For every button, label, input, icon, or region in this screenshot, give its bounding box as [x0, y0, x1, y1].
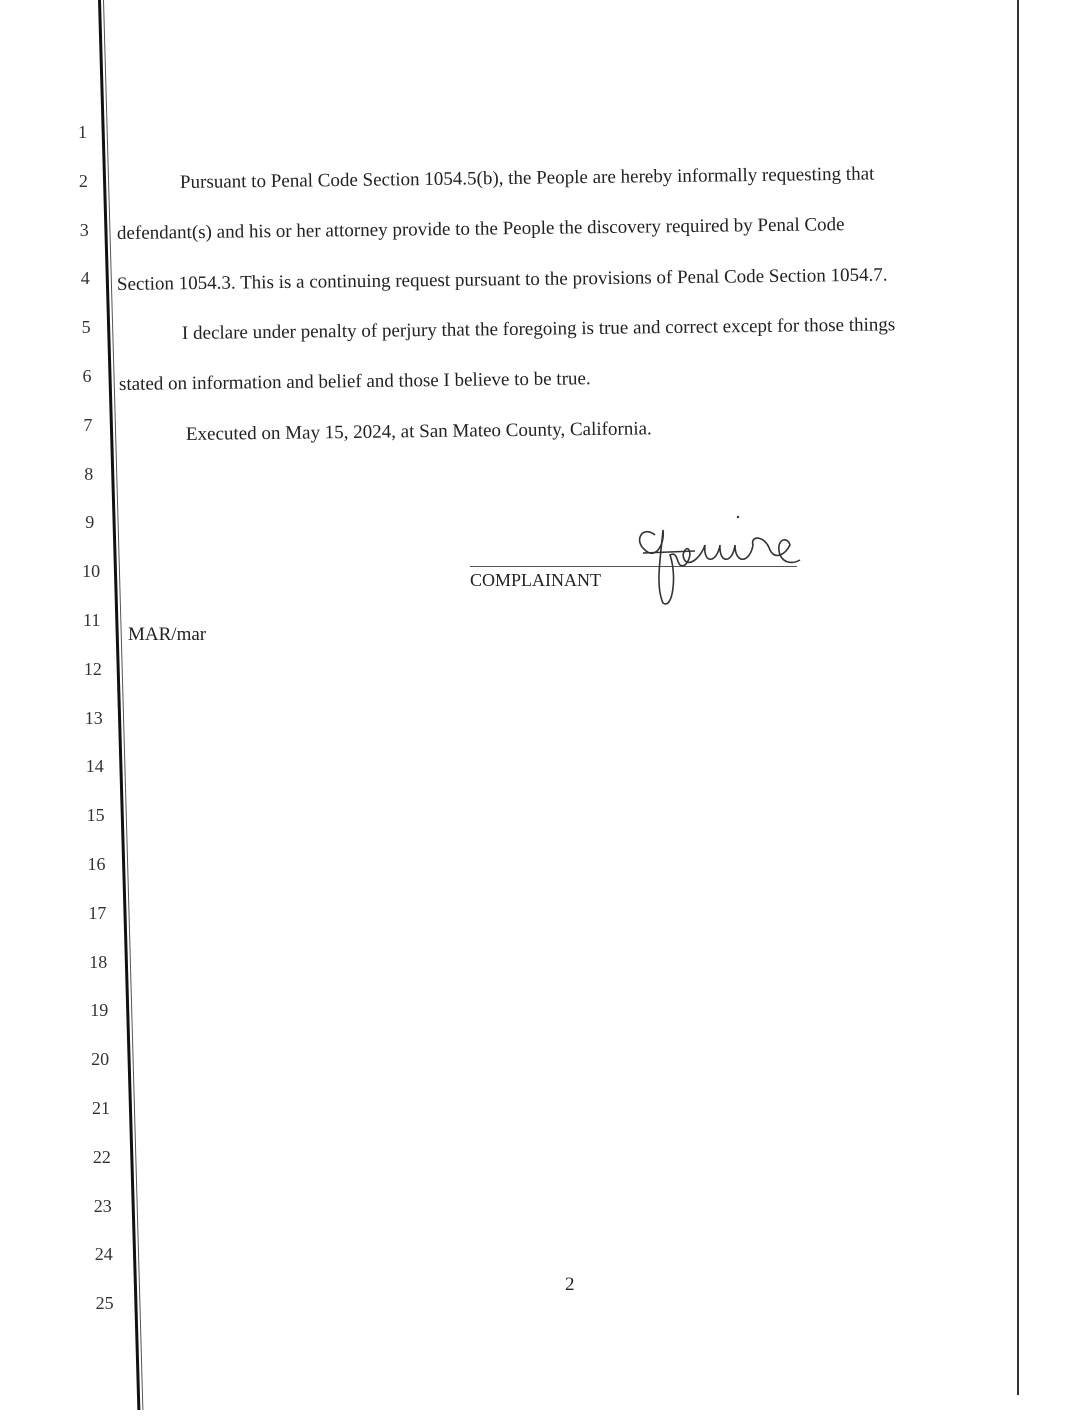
line-number: 6 — [82, 366, 92, 386]
line-number: 18 — [89, 951, 108, 972]
line-number: 20 — [91, 1049, 110, 1070]
body-line: defendant(s) and his or her attorney provide to the People the discovery required by Penal Code — [116, 214, 845, 244]
line-number: 15 — [86, 805, 105, 826]
body-line: stated on information and belief and those I believe to be true. — [118, 368, 591, 395]
line-number: 19 — [90, 1000, 109, 1021]
page-number: 2 — [565, 1274, 575, 1295]
line-number: 4 — [80, 268, 90, 289]
line-number: 17 — [88, 902, 107, 923]
body-line: I declare under penalty of perjury that the foregoing is true and correct except for those things — [181, 314, 896, 344]
line-number: 7 — [83, 414, 93, 435]
line-number: 22 — [92, 1146, 111, 1167]
complainant-label: COMPLAINANT — [470, 570, 602, 590]
line-number: 10 — [82, 561, 101, 582]
line-number: 3 — [79, 219, 89, 240]
line-number: 25 — [95, 1293, 114, 1314]
line-number: 8 — [84, 463, 94, 484]
body-line: Executed on May 15, 2024, at San Mateo County, California. — [185, 418, 652, 445]
line-number: 13 — [84, 707, 103, 728]
line-number: 23 — [93, 1195, 112, 1216]
line-number: 14 — [85, 756, 104, 777]
right-margin-rule — [1017, 0, 1019, 1395]
initials: MAR/mar — [128, 624, 207, 645]
line-number: 2 — [78, 170, 88, 191]
signature-image — [625, 515, 805, 610]
line-number: 12 — [83, 658, 102, 679]
line-number: 21 — [92, 1098, 110, 1118]
body-line: Pursuant to Penal Code Section 1054.5(b), the People are hereby informally requesting that — [179, 163, 875, 193]
line-number: 11 — [83, 610, 101, 630]
line-number: 1 — [78, 122, 87, 142]
body-line: Section 1054.3. This is a continuing request pursuant to the provisions of Penal Code Section 1054.7. — [116, 264, 888, 295]
line-number: 16 — [87, 854, 106, 874]
line-number: 5 — [81, 317, 91, 338]
line-number: 24 — [94, 1244, 113, 1265]
line-number: 9 — [85, 512, 95, 533]
